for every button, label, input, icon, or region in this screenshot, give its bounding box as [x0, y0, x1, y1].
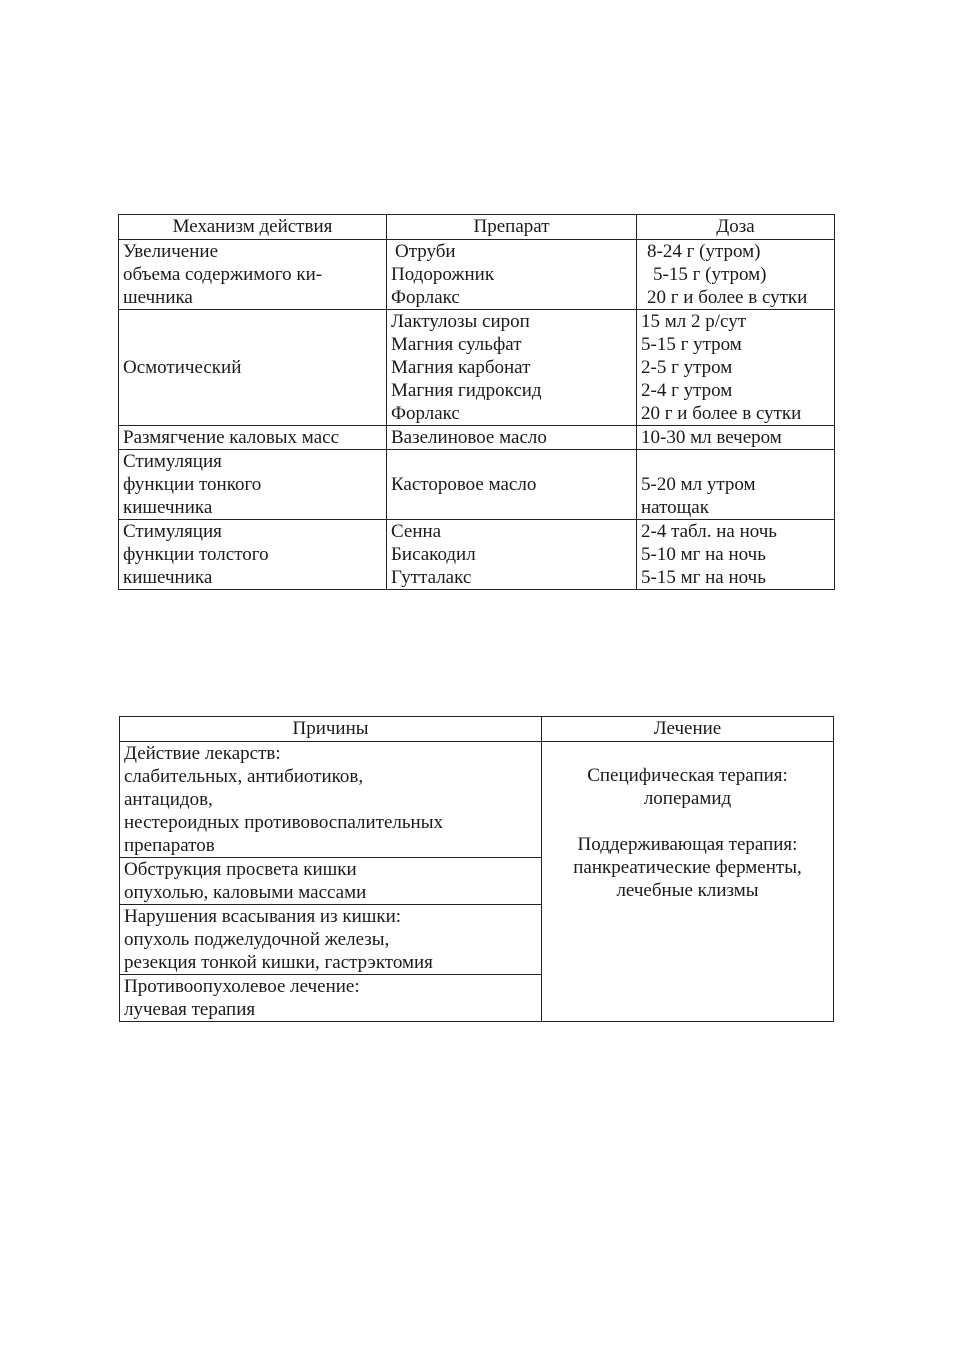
- cause-line: опухолью, каловыми массами: [124, 882, 367, 903]
- header-treatment: Лечение: [542, 717, 834, 742]
- table-row: [120, 742, 834, 858]
- diarrhea-table: [119, 716, 834, 1022]
- cause-line: резекция тонкой кишки, гастрэктомия: [124, 952, 433, 973]
- mechanism-line: функции тонкого: [123, 474, 262, 495]
- drug-name: Подорожник: [391, 264, 495, 285]
- drug-name: Отруби: [395, 241, 456, 262]
- specific-therapy-item: лоперамид: [643, 788, 732, 809]
- dose-value: 15 мл 2 р/сут: [641, 311, 747, 332]
- mechanism-cell: [119, 240, 387, 310]
- mechanism-line: Стимуляция: [123, 521, 222, 542]
- drug-name: Бисакодил: [391, 544, 476, 565]
- cause-cell: [120, 742, 542, 858]
- cause-line: слабительных, антибиотиков,: [124, 766, 364, 787]
- treatment-cell: [542, 742, 834, 1022]
- drug-cell: [387, 240, 637, 310]
- dose-cell: [637, 450, 835, 520]
- drug-name: Вазелиновое масло: [391, 427, 547, 448]
- cause-line: антацидов,: [124, 789, 213, 810]
- mechanism-line: шечника: [123, 287, 193, 308]
- cause-line: нестероидных противовоспалительных: [124, 812, 443, 833]
- cause-cell: [120, 905, 542, 975]
- dose-value: 5-15 г утром: [641, 334, 742, 355]
- cause-line: лучевая терапия: [124, 999, 256, 1020]
- mechanism-line: функции толстого: [123, 544, 269, 565]
- cause-line: Обструкция просвета кишки: [124, 859, 357, 880]
- cause-cell: [120, 975, 542, 1022]
- drug-name: Магния карбонат: [391, 357, 531, 378]
- mechanism-line: объема содержимого ки-: [123, 264, 323, 285]
- table-row: [119, 240, 835, 310]
- drug-cell: [387, 426, 637, 450]
- diarrhea-header-row: [120, 717, 834, 742]
- dose-cell: [637, 426, 835, 450]
- supportive-therapy-item: лечебные клизмы: [616, 880, 759, 901]
- cause-line: опухоль поджелудочной железы,: [124, 929, 390, 950]
- laxatives-header-row: [119, 215, 835, 240]
- mechanism-line: кишечника: [123, 497, 213, 518]
- specific-therapy-title: Специфическая терапия:: [587, 765, 788, 786]
- mechanism-line: Стимуляция: [123, 451, 222, 472]
- drug-name: Магния гидроксид: [391, 380, 542, 401]
- dose-value: 2-4 табл. на ночь: [641, 521, 777, 542]
- cause-cell: [120, 858, 542, 905]
- dose-value: 20 г и более в сутки: [647, 287, 808, 308]
- table-row: [119, 426, 835, 450]
- mechanism-line: Осмотический: [123, 357, 242, 378]
- mechanism-line: кишечника: [123, 567, 213, 588]
- drug-name: Гутталакс: [391, 567, 472, 588]
- dose-value: натощак: [641, 497, 709, 518]
- dose-value: 5-10 мг на ночь: [641, 544, 766, 565]
- cause-line: Противоопухолевое лечение:: [124, 976, 360, 997]
- mechanism-cell: [119, 450, 387, 520]
- supportive-therapy-title: Поддерживающая терапия:: [577, 834, 798, 855]
- header-dose: Доза: [637, 215, 835, 240]
- dose-value: 2-4 г утром: [641, 380, 733, 401]
- cause-line: Нарушения всасывания из кишки:: [124, 906, 402, 927]
- dose-cell: [637, 310, 835, 426]
- cause-line: Действие лекарств:: [124, 743, 281, 764]
- dose-value: 5-15 мг на ночь: [641, 567, 766, 588]
- drug-name: Касторовое масло: [391, 474, 537, 495]
- mechanism-line: Размягчение каловых масс: [123, 427, 340, 448]
- table-row: [119, 450, 835, 520]
- dose-value: 5-15 г (утром): [653, 264, 767, 285]
- drug-cell: [387, 450, 637, 520]
- drug-name: Форлакс: [391, 403, 460, 424]
- drug-name: Магния сульфат: [391, 334, 522, 355]
- drug-name: Сенна: [391, 521, 442, 542]
- header-causes: Причины: [120, 717, 542, 742]
- mechanism-cell: [119, 426, 387, 450]
- drug-cell: [387, 310, 637, 426]
- cause-line: препаратов: [124, 835, 215, 856]
- header-drug: Препарат: [387, 215, 637, 240]
- mechanism-cell: [119, 520, 387, 590]
- dose-cell: [637, 520, 835, 590]
- dose-value: 8-24 г (утром): [647, 241, 761, 262]
- drug-name: Форлакс: [391, 287, 460, 308]
- table-row: [119, 310, 835, 426]
- dose-value: 5-20 мл утром: [641, 474, 756, 495]
- laxatives-table: [118, 214, 835, 590]
- mechanism-line: Увеличение: [123, 241, 219, 262]
- table-row: [119, 520, 835, 590]
- dose-value: 10-30 мл вечером: [641, 427, 782, 448]
- dose-value: 20 г и более в сутки: [641, 403, 802, 424]
- dose-cell: [637, 240, 835, 310]
- drug-cell: [387, 520, 637, 590]
- drug-name: Лактулозы сироп: [391, 311, 530, 332]
- header-mechanism: Механизм действия: [119, 215, 387, 240]
- dose-value: 2-5 г утром: [641, 357, 733, 378]
- mechanism-cell: [119, 310, 387, 426]
- supportive-therapy-item: панкреатические ферменты,: [573, 857, 802, 878]
